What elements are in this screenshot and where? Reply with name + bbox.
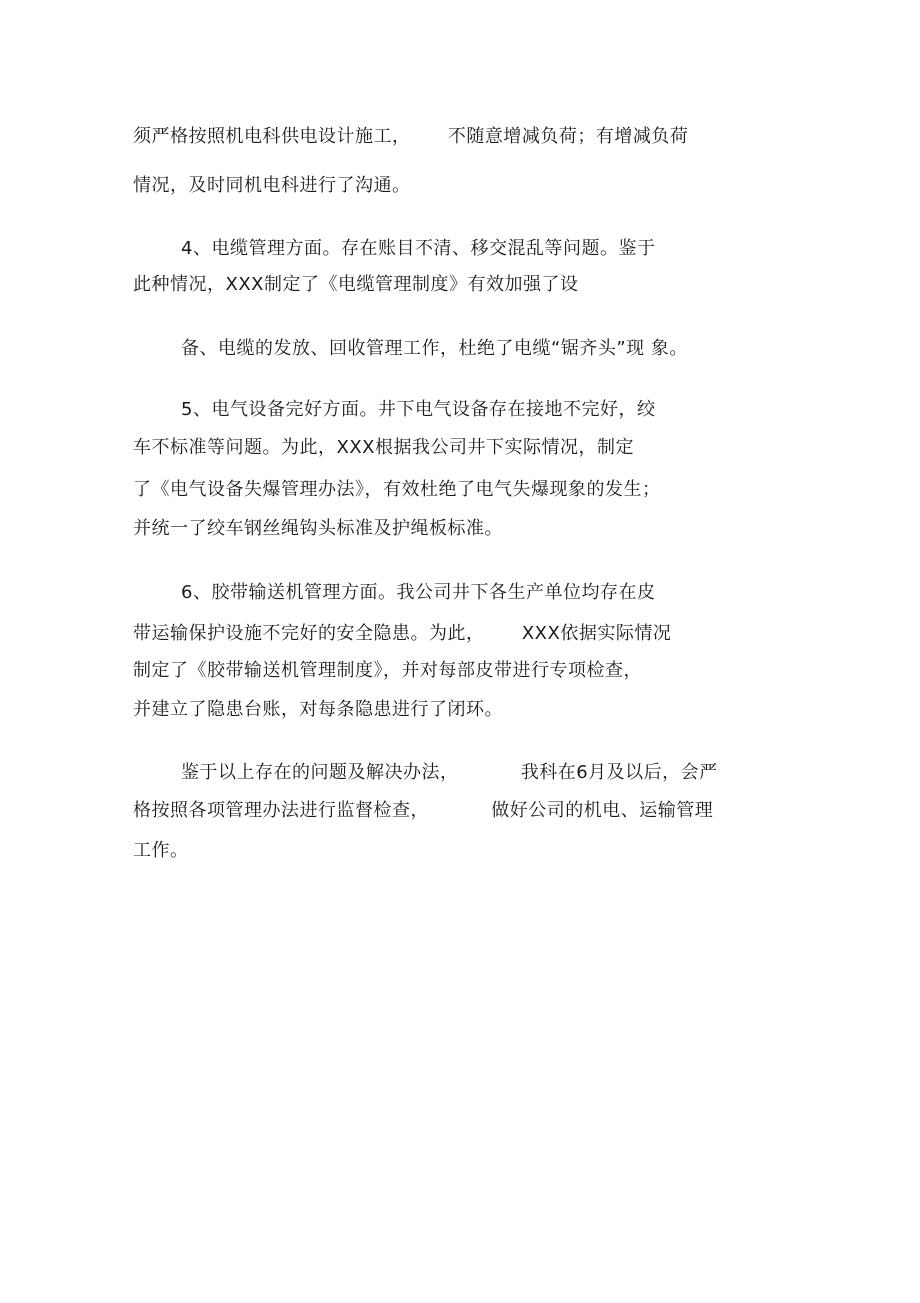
paragraph-3-line-2: 车不标准等问题。为此，XXX根据我公司井下实际情况，制定: [133, 437, 634, 458]
paragraph-4-line-4: 并建立了隐患台账，对每条隐患进行了闭环。: [133, 699, 503, 720]
paragraph-5-line-3: 工作。: [133, 840, 189, 861]
paragraph-1-line-1: 须严格按照机电科供电设计施工， 不随意增减负荷；有增减负荷: [133, 126, 689, 147]
paragraph-5-line-2: 格按照各项管理办法进行监督检查， 做好公司的机电、运输管理: [133, 800, 714, 821]
paragraph-4-line-3: 制定了《胶带输送机管理制度》，并对每部皮带进行专项检查，: [133, 660, 642, 681]
paragraph-2-line-2: 此种情况，XXX制定了《电缆管理制度》有效加强了设: [133, 274, 579, 295]
paragraph-3-line-4: 并统一了绞车钢丝绳钩头标准及护绳板标准。: [133, 518, 503, 539]
paragraph-5-line-1: 鉴于以上存在的问题及解决办法， 我科在6月及以后，会严: [181, 762, 718, 783]
paragraph-1-line-2: 情况，及时同机电科进行了沟通。: [133, 175, 411, 196]
paragraph-2-line-3: 备、电缆的发放、回收管理工作，杜绝了电缆“锯齐头”现 象。: [181, 338, 688, 359]
paragraph-3-line-1: 5、电气设备完好方面。井下电气设备存在接地不完好，绞: [181, 399, 656, 420]
paragraph-4-line-1: 6、胶带输送机管理方面。我公司井下各生产单位均存在皮: [181, 582, 656, 603]
paragraph-2-line-1: 4、电缆管理方面。存在账目不清、移交混乱等问题。鉴于: [181, 238, 656, 259]
paragraph-4-line-2: 带运输保护设施不完好的安全隐患。为此， XXX依据实际情况: [133, 623, 672, 644]
paragraph-3-line-3: 了《电气设备失爆管理办法》，有效杜绝了电气失爆现象的发生；: [133, 479, 661, 500]
